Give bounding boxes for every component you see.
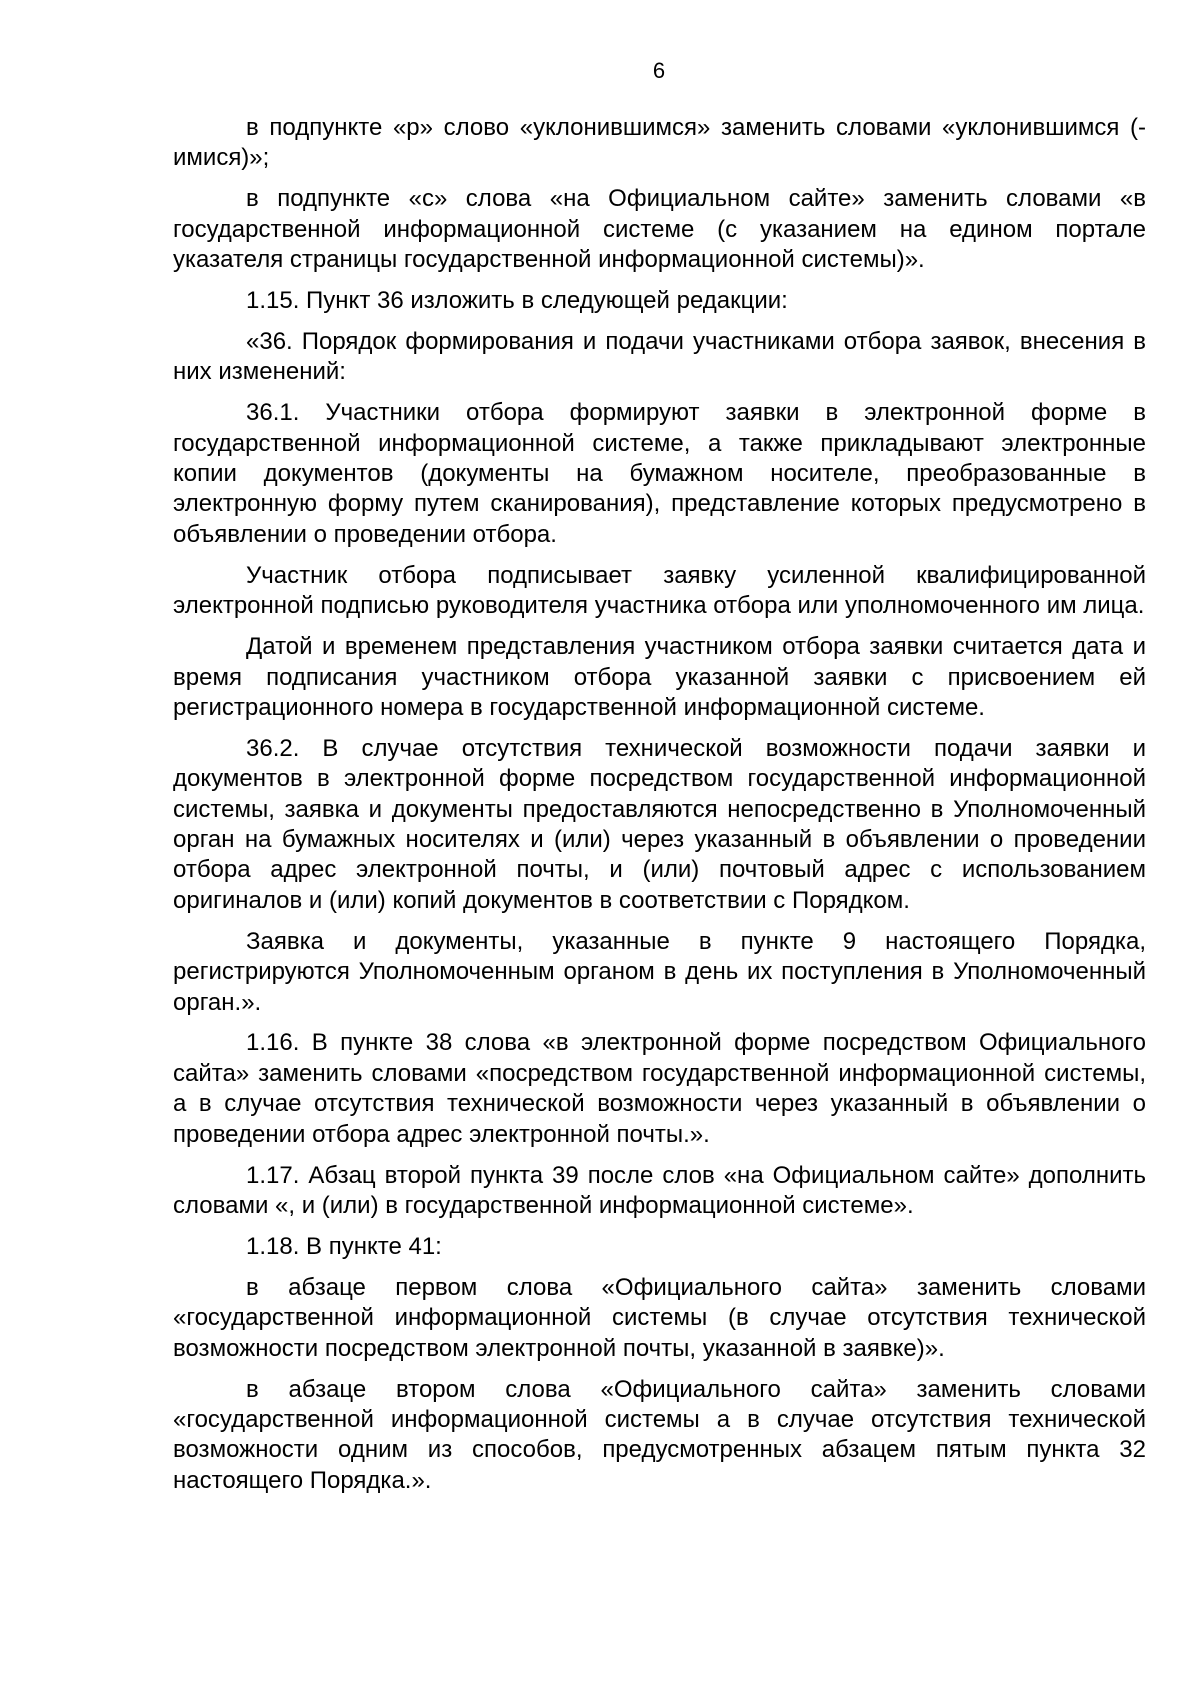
paragraph-submission-date: Датой и временем представления участником отбора заявки считается дата и время подписания участником отбора указанной заявки с присвоением ей регистрационного номера в государственной информационной системе. — [173, 633, 1146, 721]
paragraph-subitem-s: в подпункте «с» слова «на Официальном сайте» заменить словами «в государственной информационной системе (с указанием на едином портале указателя страницы государственной информационной системы)». — [173, 185, 1146, 274]
paragraph-1-18-second: в абзаце втором слова «Официального сайта» заменить словами «государственной информационной системы а в случае отсутствия технической возможности одним из способов, предусмотренных абзацем пятым пункта 32 настоящего Порядка.». — [173, 1375, 1146, 1494]
document-body — [173, 113, 1146, 1507]
paragraph-1-15: 1.15. Пункт 36 изложить в следующей редакции: — [246, 287, 788, 315]
paragraph-36-2: 36.2. В случае отсутствия технической возможности подачи заявки и документов в электронной форме посредством государственной информационной системы, заявка и документы предоставляются непосредственно в Уполномоченный орган на бумажных носителях и (или) через указанный в объявлении о проведении отбора адрес электронной почты, и (или) почтовый адрес с использованием оригиналов и (или) копий документов в соответствии с Порядком. — [173, 734, 1146, 914]
page-number: 6 — [652, 58, 666, 83]
paragraph-36-1: 36.1. Участники отбора формируют заявки в электронной форме в государственной информационной системе, а также прикладывают электронные копии документов (документы на бумажном носителе, преобразованные в электронную форму путем сканирования), представление которых предусмотрено в объявлении о проведении отбора. — [173, 399, 1146, 548]
paragraph-36-heading: «36. Порядок формирования и подачи участниками отбора заявок, внесения в них изменений: — [173, 327, 1146, 386]
paragraph-1-17: 1.17. Абзац второй пункта 39 после слов «на Официальном сайте» дополнить словами «, и (или) в государственной информационной системе». — [173, 1161, 1146, 1219]
paragraph-1-18-first: в абзаце первом слова «Официального сайта» заменить словами «государственной информационной системы (в случае отсутствия технической возможности посредством электронной почты, указанной в заявке)». — [173, 1273, 1146, 1362]
paragraph-1-16: 1.16. В пункте 38 слова «в электронной форме посредством Официального сайта» заменить словами «посредством государственной информационной системы, а в случае отсутствия технической возможности через указанный в объявлении о проведении отбора адрес электронной почты.». — [173, 1029, 1146, 1148]
paragraph-registration: Заявка и документы, указанные в пункте 9 настоящего Порядка, регистрируются Уполномоченным органом в день их поступления в Уполномоченный орган.». — [173, 927, 1146, 1016]
paragraph-subitem-r: в подпункте «р» слово «уклонившимся» заменить словами «уклонившимся (- имися)»; — [173, 114, 1146, 172]
paragraph-1-18: 1.18. В пункте 41: — [246, 1232, 442, 1260]
paragraph-signature: Участник отбора подписывает заявку усиленной квалифицированной электронной подписью руководителя участника отбора или уполномоченного им лица. — [173, 561, 1146, 620]
